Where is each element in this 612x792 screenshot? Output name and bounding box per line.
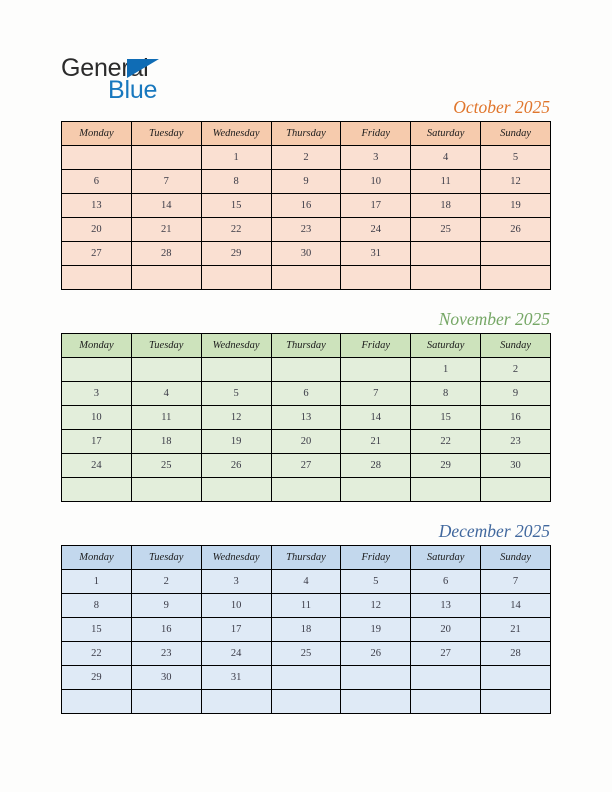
calendar-week-row [62, 358, 551, 382]
calendar-day-cell-empty [271, 266, 341, 290]
weekday-header-tuesday: Tuesday [131, 122, 201, 146]
calendar-day-cell[interactable]: 26 [481, 218, 551, 242]
calendar-day-cell[interactable]: 14 [131, 194, 201, 218]
month-block-december [61, 520, 551, 714]
calendar-day-cell[interactable]: 5 [481, 146, 551, 170]
calendar-body-october [62, 146, 551, 290]
calendar-day-cell[interactable]: 17 [341, 194, 411, 218]
calendar-day-cell[interactable]: 24 [341, 218, 411, 242]
calendar-day-cell-empty [411, 690, 481, 714]
weekday-header-saturday: Saturday [411, 334, 481, 358]
calendar-day-cell[interactable]: 4 [131, 382, 201, 406]
calendar-day-cell[interactable]: 1 [62, 570, 132, 594]
calendar-day-cell[interactable]: 26 [341, 642, 411, 666]
calendar-day-cell[interactable]: 3 [62, 382, 132, 406]
calendar-day-cell[interactable]: 7 [131, 170, 201, 194]
weekday-header-tuesday: Tuesday [131, 334, 201, 358]
calendar-week-row [62, 242, 551, 266]
calendar-day-cell[interactable]: 8 [411, 382, 481, 406]
month-title-december: December 2025 [438, 521, 550, 541]
weekday-header-friday: Friday [341, 122, 411, 146]
calendar-day-cell[interactable]: 6 [411, 570, 481, 594]
calendar-week-row [62, 570, 551, 594]
calendar-day-cell[interactable]: 29 [411, 454, 481, 478]
month-block-october [61, 96, 551, 290]
calendar-day-cell[interactable]: 11 [131, 406, 201, 430]
calendar-day-cell[interactable]: 21 [131, 218, 201, 242]
calendar-day-cell[interactable]: 16 [481, 406, 551, 430]
calendar-day-cell[interactable]: 24 [201, 642, 271, 666]
calendar-day-cell-empty [62, 146, 132, 170]
calendar-table-october [61, 121, 551, 290]
calendar-day-cell-empty [481, 666, 551, 690]
calendar-week-row [62, 218, 551, 242]
calendar-week-row [62, 194, 551, 218]
calendar-day-cell-empty [131, 266, 201, 290]
calendar-week-row [62, 382, 551, 406]
calendar-day-cell[interactable]: 23 [131, 642, 201, 666]
calendar-day-cell-empty [271, 690, 341, 714]
calendar-day-cell[interactable]: 27 [62, 242, 132, 266]
calendar-day-cell[interactable]: 19 [481, 194, 551, 218]
calendar-week-row [62, 430, 551, 454]
calendar-day-cell[interactable]: 16 [271, 194, 341, 218]
weekday-header-row [62, 334, 551, 358]
calendar-day-cell[interactable]: 14 [341, 406, 411, 430]
calendar-day-cell[interactable]: 13 [62, 194, 132, 218]
calendar-body-december [62, 570, 551, 714]
calendar-week-row [62, 594, 551, 618]
calendar-day-cell[interactable]: 8 [201, 170, 271, 194]
calendar-week-row [62, 406, 551, 430]
calendar-day-cell[interactable]: 2 [481, 358, 551, 382]
calendar-day-cell[interactable]: 21 [481, 618, 551, 642]
calendar-week-row [62, 666, 551, 690]
weekday-header-thursday: Thursday [271, 546, 341, 570]
calendar-day-cell[interactable]: 19 [201, 430, 271, 454]
calendar-day-cell[interactable]: 5 [341, 570, 411, 594]
month-title-october: October 2025 [453, 97, 550, 117]
calendar-week-row [62, 454, 551, 478]
weekday-header-thursday: Thursday [271, 334, 341, 358]
calendar-body-november [62, 358, 551, 502]
weekday-header-sunday: Sunday [481, 334, 551, 358]
weekday-header-tuesday: Tuesday [131, 546, 201, 570]
calendar-day-cell[interactable]: 15 [411, 406, 481, 430]
calendar-day-cell-empty [341, 690, 411, 714]
calendar-day-cell-empty [481, 266, 551, 290]
calendar-day-cell[interactable]: 28 [131, 242, 201, 266]
calendar-day-cell[interactable]: 2 [271, 146, 341, 170]
calendar-day-cell-empty [341, 666, 411, 690]
calendar-day-cell-empty [411, 478, 481, 502]
calendar-day-cell[interactable]: 15 [62, 618, 132, 642]
calendar-day-cell-empty [201, 478, 271, 502]
calendar-day-cell[interactable]: 16 [131, 618, 201, 642]
calendar-day-cell-empty [62, 478, 132, 502]
calendar-day-cell[interactable]: 10 [201, 594, 271, 618]
calendar-day-cell[interactable]: 30 [131, 666, 201, 690]
calendar-day-cell[interactable]: 10 [341, 170, 411, 194]
calendar-week-row [62, 618, 551, 642]
calendar-day-cell-empty [62, 690, 132, 714]
calendar-day-cell[interactable]: 28 [481, 642, 551, 666]
calendar-day-cell-empty [62, 358, 132, 382]
calendar-day-cell[interactable]: 18 [411, 194, 481, 218]
calendar-week-row [62, 146, 551, 170]
calendar-day-cell[interactable]: 22 [411, 430, 481, 454]
month-block-november [61, 308, 551, 502]
weekday-header-monday: Monday [62, 122, 132, 146]
calendar-day-cell-empty [201, 266, 271, 290]
calendar-day-cell[interactable]: 17 [62, 430, 132, 454]
calendar-day-cell-empty [411, 266, 481, 290]
calendar-day-cell-empty [271, 478, 341, 502]
calendar-day-cell-empty [341, 358, 411, 382]
weekday-header-monday: Monday [62, 334, 132, 358]
calendar-day-cell[interactable]: 17 [201, 618, 271, 642]
calendar-day-cell-empty [131, 146, 201, 170]
calendar-day-cell[interactable]: 4 [271, 570, 341, 594]
calendar-week-row [62, 170, 551, 194]
calendar-day-cell[interactable]: 13 [271, 406, 341, 430]
calendar-day-cell-empty [62, 266, 132, 290]
calendar-day-cell[interactable]: 6 [271, 382, 341, 406]
calendar-day-cell[interactable]: 11 [411, 170, 481, 194]
weekday-header-wednesday: Wednesday [201, 334, 271, 358]
calendar-day-cell[interactable]: 29 [201, 242, 271, 266]
calendar-day-cell-empty [411, 666, 481, 690]
calendar-day-cell-empty [341, 266, 411, 290]
calendar-day-cell-empty [201, 690, 271, 714]
calendar-day-cell[interactable]: 23 [271, 218, 341, 242]
calendar-day-cell[interactable]: 1 [201, 146, 271, 170]
calendar-week-row [62, 690, 551, 714]
weekday-header-wednesday: Wednesday [201, 546, 271, 570]
calendar-day-cell[interactable]: 12 [201, 406, 271, 430]
calendar-day-cell[interactable]: 20 [62, 218, 132, 242]
weekday-header-friday: Friday [341, 334, 411, 358]
calendar-day-cell-empty [411, 242, 481, 266]
calendar-day-cell-empty [481, 690, 551, 714]
calendar-day-cell[interactable]: 14 [481, 594, 551, 618]
calendar-day-cell[interactable]: 6 [62, 170, 132, 194]
calendar-day-cell[interactable]: 26 [201, 454, 271, 478]
calendar-day-cell-empty [341, 478, 411, 502]
calendar-day-cell[interactable]: 28 [341, 454, 411, 478]
weekday-header-saturday: Saturday [411, 546, 481, 570]
weekday-header-sunday: Sunday [481, 122, 551, 146]
calendar-day-cell-empty [271, 358, 341, 382]
calendar-day-cell[interactable]: 7 [341, 382, 411, 406]
month-title-november: November 2025 [438, 309, 550, 329]
weekday-header-row [62, 546, 551, 570]
weekday-header-friday: Friday [341, 546, 411, 570]
calendar-day-cell[interactable]: 8 [62, 594, 132, 618]
calendar-day-cell[interactable]: 31 [201, 666, 271, 690]
calendar-day-cell[interactable]: 20 [411, 618, 481, 642]
calendar-day-cell-empty [131, 478, 201, 502]
calendar-day-cell[interactable]: 22 [201, 218, 271, 242]
calendar-day-cell-empty [131, 690, 201, 714]
brand-name-general: General [61, 54, 149, 82]
calendar-day-cell[interactable]: 1 [411, 358, 481, 382]
calendar-day-cell[interactable]: 21 [341, 430, 411, 454]
calendar-day-cell[interactable]: 12 [341, 594, 411, 618]
weekday-header-row [62, 122, 551, 146]
calendar-day-cell[interactable]: 23 [481, 430, 551, 454]
calendar-day-cell[interactable]: 18 [131, 430, 201, 454]
weekday-header-thursday: Thursday [271, 122, 341, 146]
calendar-week-row [62, 478, 551, 502]
calendar-day-cell[interactable]: 10 [62, 406, 132, 430]
calendar-day-cell[interactable]: 9 [481, 382, 551, 406]
calendar-day-cell[interactable]: 27 [411, 642, 481, 666]
calendar-day-cell[interactable]: 19 [341, 618, 411, 642]
calendar-day-cell[interactable]: 3 [201, 570, 271, 594]
calendar-day-cell-empty [131, 358, 201, 382]
calendar-day-cell[interactable]: 12 [481, 170, 551, 194]
calendar-day-cell[interactable]: 30 [271, 242, 341, 266]
calendar-day-cell[interactable]: 2 [131, 570, 201, 594]
calendar-day-cell-empty [271, 666, 341, 690]
calendar-week-row [62, 266, 551, 290]
calendar-day-cell[interactable]: 4 [411, 146, 481, 170]
calendar-day-cell[interactable]: 11 [271, 594, 341, 618]
calendar-day-cell[interactable]: 15 [201, 194, 271, 218]
calendar-day-cell[interactable]: 25 [131, 454, 201, 478]
weekday-header-monday: Monday [62, 546, 132, 570]
calendar-day-cell[interactable]: 27 [271, 454, 341, 478]
calendar-day-cell-empty [481, 242, 551, 266]
weekday-header-saturday: Saturday [411, 122, 481, 146]
calendar-day-cell[interactable]: 13 [411, 594, 481, 618]
calendar-day-cell[interactable]: 3 [341, 146, 411, 170]
calendar-day-cell[interactable]: 30 [481, 454, 551, 478]
calendar-day-cell[interactable]: 5 [201, 382, 271, 406]
calendar-day-cell[interactable]: 18 [271, 618, 341, 642]
calendar-table-november [61, 333, 551, 502]
calendar-day-cell[interactable]: 7 [481, 570, 551, 594]
calendar-table-december [61, 545, 551, 714]
calendar-week-row [62, 642, 551, 666]
calendar-day-cell[interactable]: 9 [271, 170, 341, 194]
calendar-day-cell-empty [201, 358, 271, 382]
brand-name-blue: Blue [108, 76, 158, 104]
weekday-header-wednesday: Wednesday [201, 122, 271, 146]
calendar-day-cell[interactable]: 24 [62, 454, 132, 478]
calendar-day-cell[interactable]: 25 [411, 218, 481, 242]
calendar-day-cell[interactable]: 20 [271, 430, 341, 454]
calendar-day-cell[interactable]: 22 [62, 642, 132, 666]
calendar-day-cell[interactable]: 9 [131, 594, 201, 618]
weekday-header-sunday: Sunday [481, 546, 551, 570]
calendar-day-cell-empty [481, 478, 551, 502]
calendar-day-cell[interactable]: 31 [341, 242, 411, 266]
calendar-day-cell[interactable]: 29 [62, 666, 132, 690]
calendar-day-cell[interactable]: 25 [271, 642, 341, 666]
